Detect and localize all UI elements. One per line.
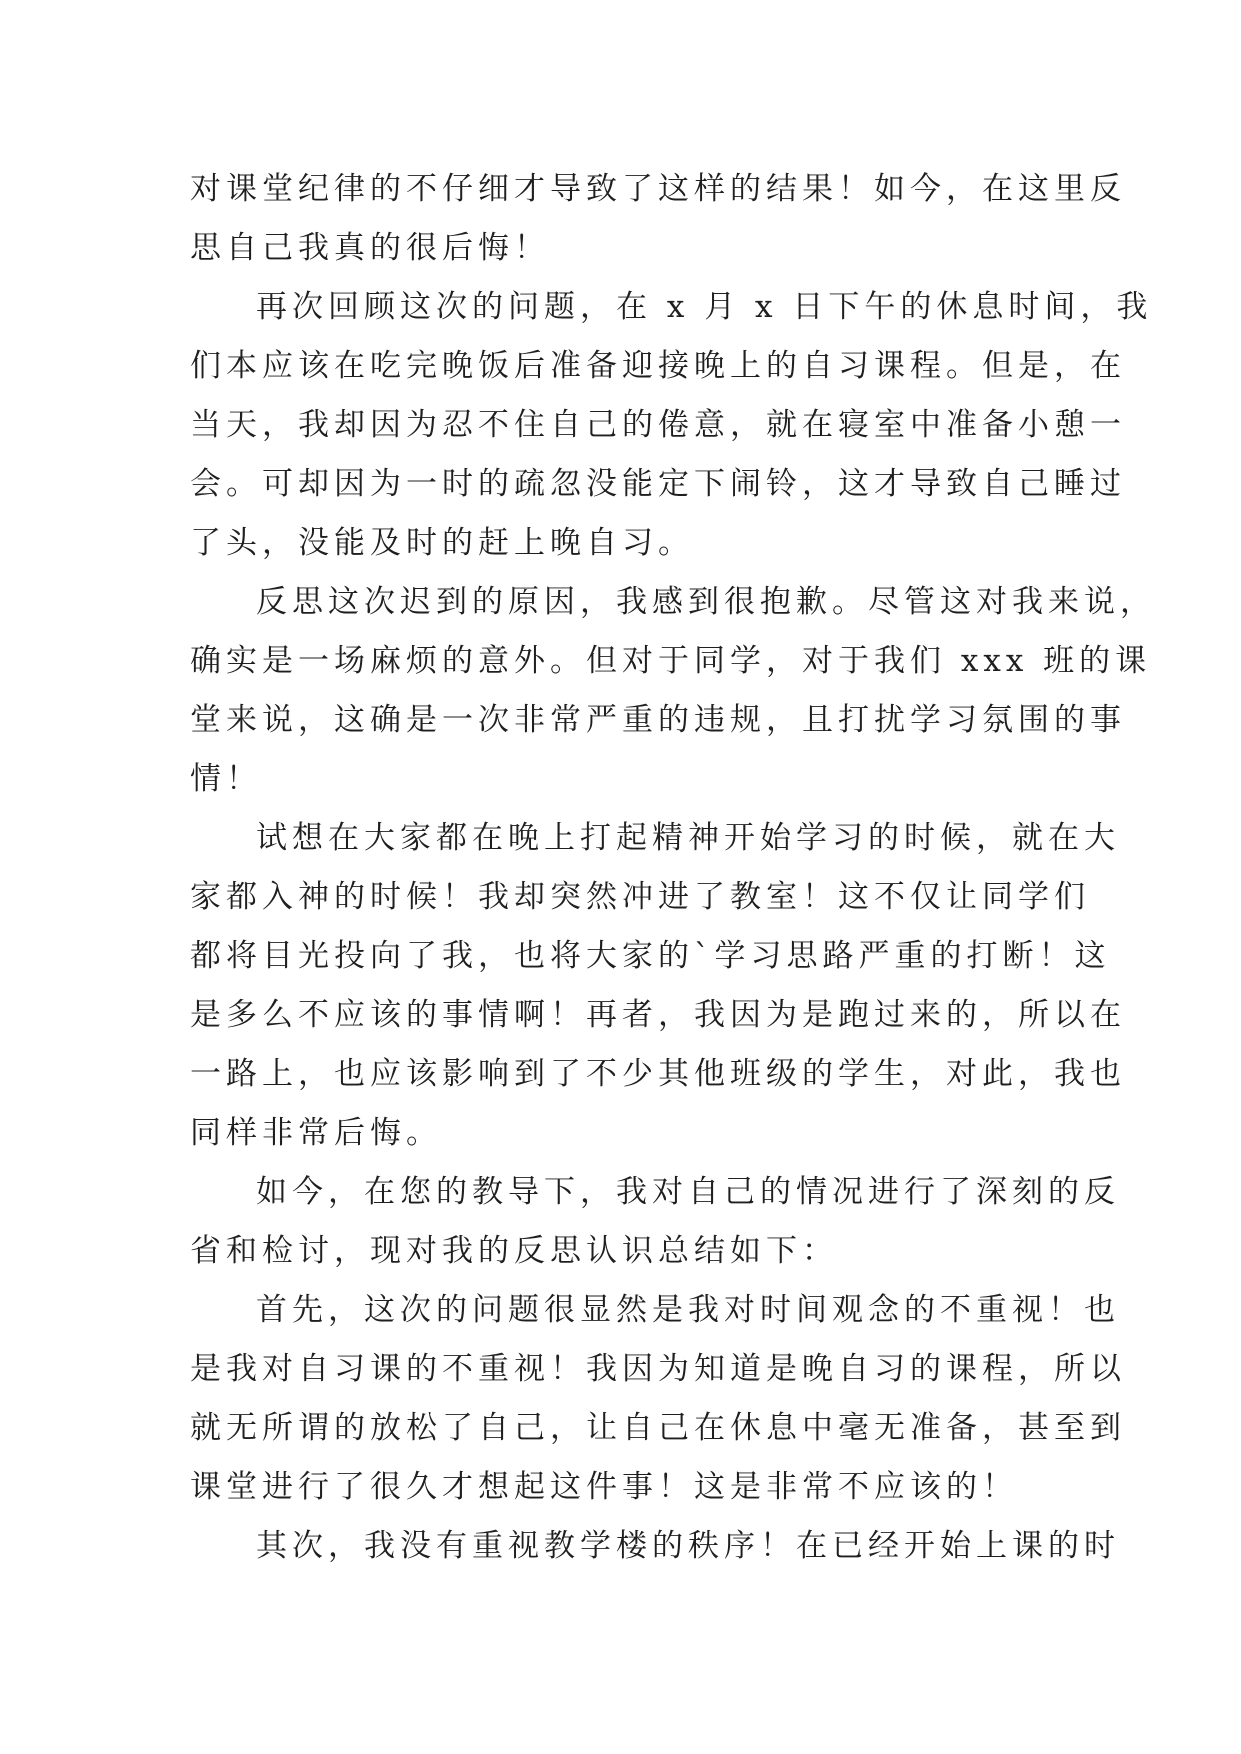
- document-text-line: 首先，这次的问题很显然是我对时间观念的不重视！也: [256, 1292, 1120, 1328]
- document-text-line: 思自己我真的很后悔！: [190, 230, 550, 266]
- document-text-line: 们本应该在吃完晚饭后准备迎接晚上的自习课程。但是，在: [190, 348, 1126, 384]
- document-text-line: 省和检讨，现对我的反思认识总结如下：: [190, 1233, 838, 1269]
- document-text-line: 当天，我却因为忍不住自己的倦意，就在寝室中准备小憩一: [190, 407, 1126, 443]
- document-text-line: 确实是一场麻烦的意外。但对于同学，对于我们 xxx 班的课: [190, 643, 1152, 679]
- document-text-line: 了头，没能及时的赶上晚自习。: [190, 525, 694, 561]
- document-text-line: 一路上，也应该影响到了不少其他班级的学生，对此，我也: [190, 1056, 1126, 1092]
- document-text-line: 会。可却因为一时的疏忽没能定下闹铃，这才导致自己睡过: [190, 466, 1126, 502]
- document-text-line: 反思这次迟到的原因，我感到很抱歉。尽管这对我来说，: [256, 584, 1156, 620]
- document-text-line: 同样非常后悔。: [190, 1115, 442, 1151]
- document-text-line: 家都入神的时候！我却突然冲进了教室！这不仅让同学们: [190, 879, 1090, 915]
- document-text-line: 如今，在您的教导下，我对自己的情况进行了深刻的反: [256, 1174, 1120, 1210]
- document-text-line: 试想在大家都在晚上打起精神开始学习的时候，就在大: [256, 820, 1120, 856]
- document-text-line: 是我对自习课的不重视！我因为知道是晚自习的课程，所以: [190, 1351, 1126, 1387]
- document-text-line: 是多么不应该的事情啊！再者，我因为是跑过来的，所以在: [190, 997, 1126, 1033]
- document-text-line: 对课堂纪律的不仔细才导致了这样的结果！如今，在这里反: [190, 171, 1126, 207]
- document-text-line: 其次，我没有重视教学楼的秩序！在已经开始上课的时: [256, 1528, 1120, 1564]
- document-text-line: 堂来说，这确是一次非常严重的违规，且打扰学习氛围的事: [190, 702, 1126, 738]
- document-text-line: 再次回顾这次的问题，在 x 月 x 日下午的休息时间，我: [256, 289, 1153, 325]
- document-body: [190, 160, 1156, 1576]
- document-text-line: 都将目光投向了我，也将大家的`学习思路严重的打断！这: [190, 938, 1111, 974]
- document-text-line: 情！: [190, 761, 262, 797]
- document-text-line: 就无所谓的放松了自己，让自己在休息中毫无准备，甚至到: [190, 1410, 1126, 1446]
- document-text-line: 课堂进行了很久才想起这件事！这是非常不应该的！: [190, 1469, 1018, 1505]
